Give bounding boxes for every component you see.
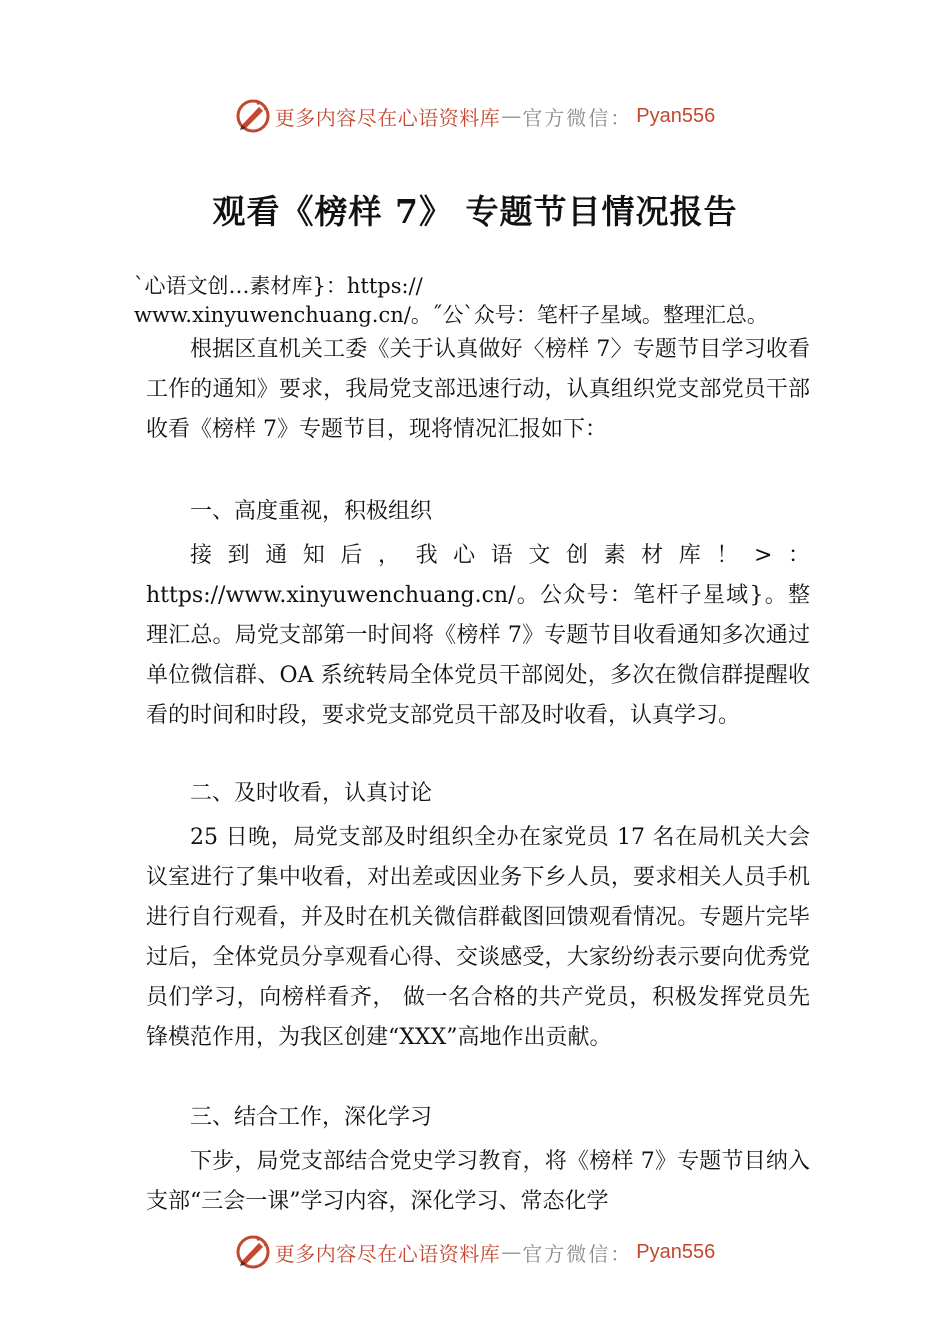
banner-text: 更多内容尽在心语资料库	[274, 1241, 501, 1266]
section-2-heading: 二、及时收看，认真讨论	[190, 781, 433, 806]
section-2-paragraph-block	[146, 818, 810, 1058]
section-3-paragraph: 下步，局党支部结合党史学习教育，将《榜样 7》专题节目纳入支部“三会一课”学习内容，深化学习、常态化学	[146, 1149, 810, 1214]
banner-wechat-label: 官方微信：	[522, 105, 633, 130]
intro-paragraph-block	[146, 330, 810, 450]
banner-wechat-id: Pyan556	[636, 1240, 716, 1263]
pen-logo-icon	[235, 1234, 271, 1270]
section-1-heading-block	[146, 492, 810, 532]
section-3-heading-block	[146, 1098, 810, 1138]
header-banner	[0, 96, 950, 136]
source-line-1: `心语文创…素材库}：https://	[134, 274, 423, 298]
banner-text: 更多内容尽在心语资料库	[274, 105, 501, 130]
source-line-2: www.xinyuwenchuang.cn/。˝公`众号：笔杆子星域。整理汇总。	[134, 303, 768, 327]
section-2-heading-block	[146, 774, 810, 814]
section-3-heading: 三、结合工作，深化学习	[190, 1105, 433, 1130]
pen-logo-icon	[235, 98, 271, 134]
footer-banner	[0, 1232, 950, 1272]
banner-wechat-id: Pyan556	[636, 104, 716, 127]
banner-dash: —	[501, 1240, 522, 1264]
document-title: 观看《榜样 7》 专题节目情况报告	[212, 192, 738, 231]
section-1-heading: 一、高度重视，积极组织	[190, 499, 433, 524]
section-3-paragraph-block	[146, 1142, 810, 1222]
section-1-paragraph: 接到通知后，我心语文创素材库！>：https://www.xinyuwenchuang.cn/。公众号：笔杆子星域}。整理汇总。局党支部第一时间将《榜样 7》专题节目收看通知多次通过单位微信群、OA 系统转局全体党员干部阅处，多次在微信群提醒收看的时间和时段，要求党支部党员干部及时收看，认真学习。	[146, 543, 810, 728]
banner-dash: —	[501, 104, 522, 128]
intro-paragraph: 根据区直机关工委《关于认真做好〈榜样 7〉专题节目学习收看工作的通知》要求，我局党支部迅速行动，认真组织党支部党员干部收看《榜样 7》专题节目，现将情况汇报如下：	[146, 337, 810, 442]
section-1-paragraph-block	[146, 536, 810, 736]
banner-wechat-label: 官方微信：	[522, 1241, 633, 1266]
section-2-paragraph: 25 日晚，局党支部及时组织全办在家党员 17 名在局机关大会议室进行了集中收看，对出差或因业务下乡人员，要求相关人员手机进行自行观看，并及时在机关微信群截图回馈观看情况。专题片完毕过后，全体党员分享观看心得、交谈感受，大家纷纷表示要向优秀党员们学习，向榜样看齐， 做一名合格的共产党员，积极发挥党员先锋模范作用，为我区创建“XXX”高地作出贡献。	[146, 825, 810, 1050]
